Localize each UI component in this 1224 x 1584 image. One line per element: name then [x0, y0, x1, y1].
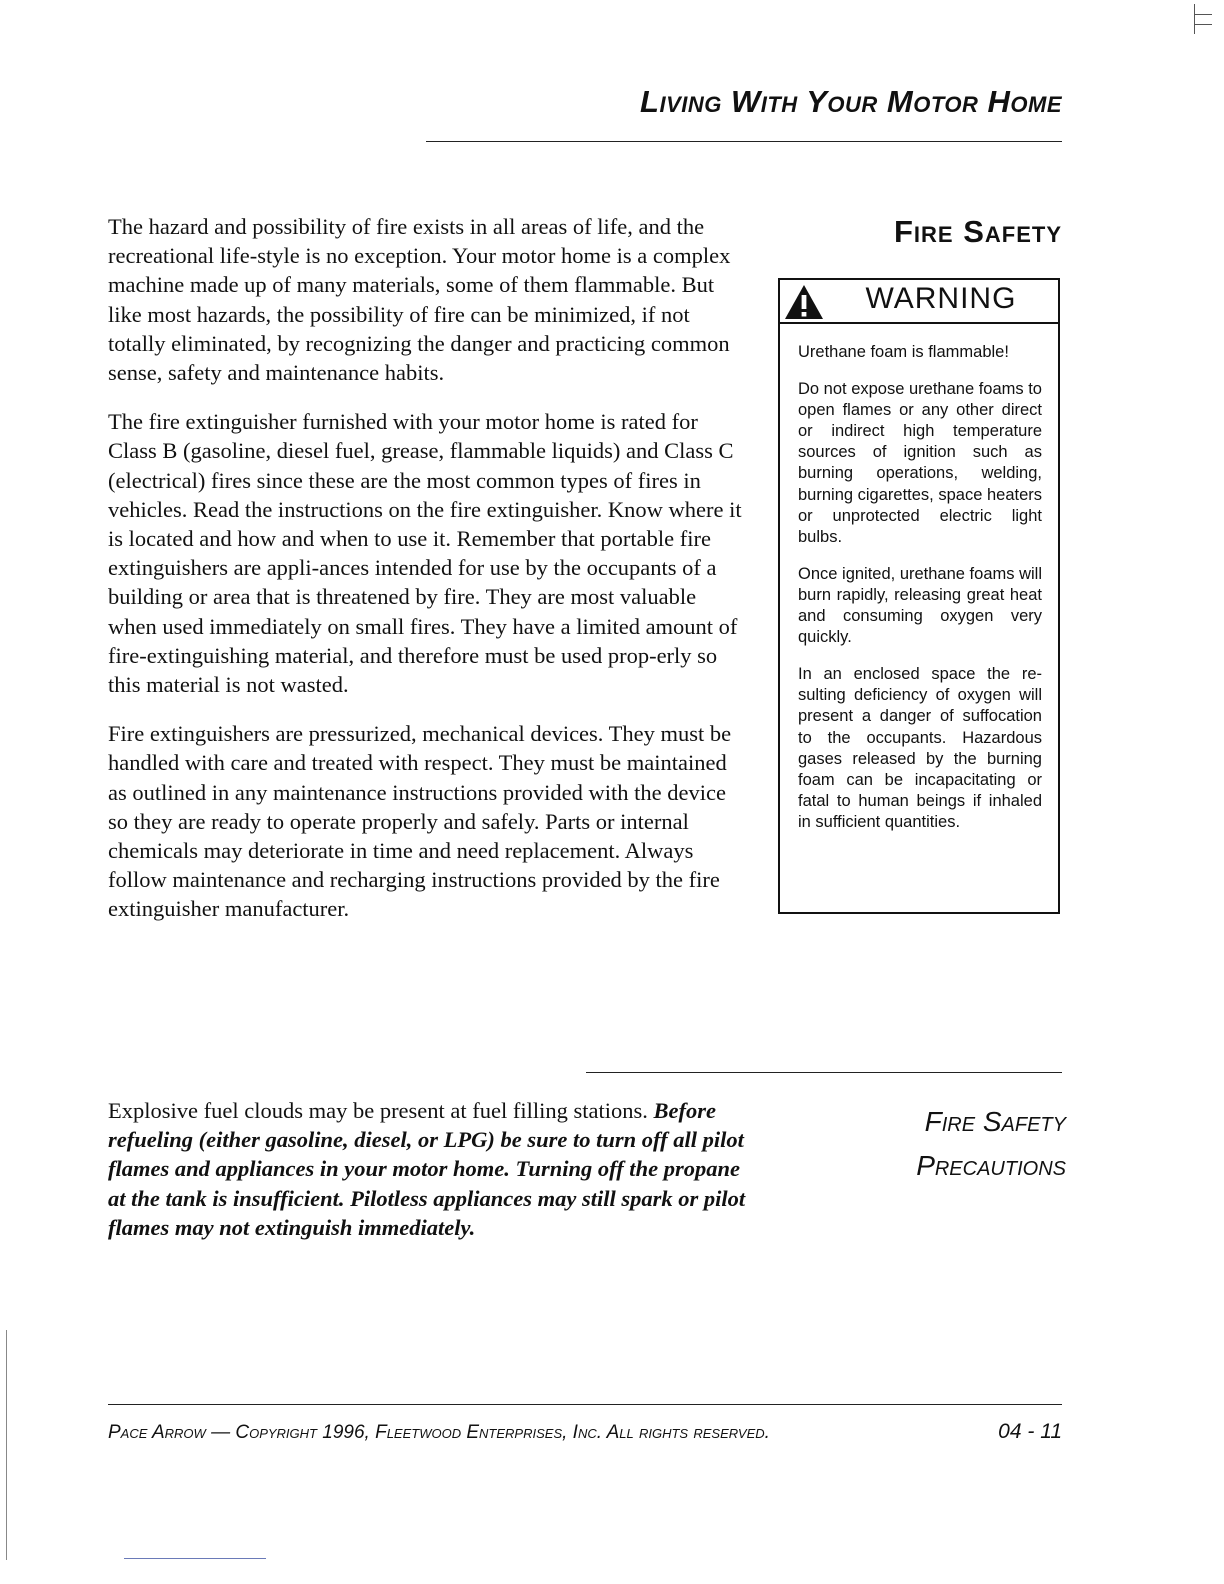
header-divider — [426, 141, 1062, 142]
paragraph-fire-extinguisher: The fire extinguisher furnished with your motor home is rated for Class B (gasoline, diesel fuel, grease, flammable liquids) and Class C (electrical) fires since these are the most common types of fires in vehicles. Read the instructions on the fire extinguisher. Know where it is located and how and when to use it. Remember that portable fire extinguishers are appli-ances intended for use by the occupants of a building or area that is threatened by fire. They are most valuable when used immediately on small fires. They have a limited amount of fire-extinguishing material, and therefore must be used prop-erly so this material is not wasted. — [108, 409, 742, 698]
scan-artifact — [124, 1558, 266, 1559]
heading-line: Precautions — [916, 1150, 1066, 1181]
paragraph-extinguisher-maintenance: Fire extinguishers are pressurized, mechanical devices. They must be handled with care and treated with respect. They must be maintained as outlined in any maintenance instructions provided with the device so they are ready to operate properly and safely. Parts or internal chemicals may deteriorate in time and need replacement. Always follow maintenance and recharging instructions provided by the fire extinguisher manufacturer. — [108, 721, 732, 922]
precautions-intro: Explosive fuel clouds may be present at fuel filling stations. — [108, 1098, 648, 1123]
section-heading-fire-safety: Fire Safety — [893, 214, 1062, 249]
section-divider — [586, 1072, 1062, 1073]
footer-copyright: Pace Arrow — Copyright 1996, Fleetwood Enterprises, Inc. All rights reserved. — [108, 1422, 770, 1443]
warning-label: WARNING — [865, 282, 1017, 315]
warning-text — [798, 342, 1042, 849]
warning-paragraph: Do not expose urethane foams to open flames or any other direct or indirect high temperature sources of ignition such as burning operations, welding, burning cigarettes, space heaters or unprotected electric light bulbs. — [798, 380, 1042, 546]
page-number: 04 - 11 — [998, 1420, 1062, 1443]
warning-paragraph: Urethane foam is flammable! — [798, 343, 1009, 361]
warning-paragraph: Once ignited, urethane foams will burn rapidly, releasing great heat and consuming oxygen very quickly. — [798, 564, 1042, 647]
footer-divider — [108, 1404, 1062, 1405]
precautions-text — [108, 1096, 748, 1242]
warning-paragraph: In an enclosed space the re-sulting deficiency of oxygen will present a danger of suffocation to the occupants. Hazardous gases released by the burning foam can be incapacitating or fatal to human beings if inhaled in sufficient quantities. — [798, 665, 1042, 831]
heading-line: Fire Safety — [924, 1106, 1066, 1137]
warning-box — [778, 278, 1060, 914]
page-header-title: Living With Your Motor Home — [640, 84, 1062, 119]
main-body-text — [108, 212, 748, 944]
warning-triangle-icon — [784, 284, 824, 320]
scan-artifact — [1194, 24, 1212, 25]
warning-header — [780, 280, 1058, 324]
scan-artifact — [6, 1330, 7, 1560]
scan-artifact — [1194, 4, 1195, 34]
paragraph-fire-hazard: The hazard and possibility of fire exists in all areas of life, and the recreational life-style is no exception. Your motor home is a complex machine made up of many materials, some of them flammable. But like most hazards, the possibility of fire can be minimized, if not totally eliminated, by recognizing the danger and practicing common sense, safety and maintenance habits. — [108, 214, 731, 386]
section-heading-fire-safety-precautions — [840, 1100, 1066, 1188]
scan-artifact — [1194, 14, 1212, 15]
precautions-emphasis: Before refueling (either gasoline, diesel, or LPG) be sure to turn off all pilot flames and appliances in your motor home. Turning off the propane at the tank is insufficient. Pilotless appliances may still spark or pilot flames may not extinguish immediately. — [108, 1098, 746, 1240]
